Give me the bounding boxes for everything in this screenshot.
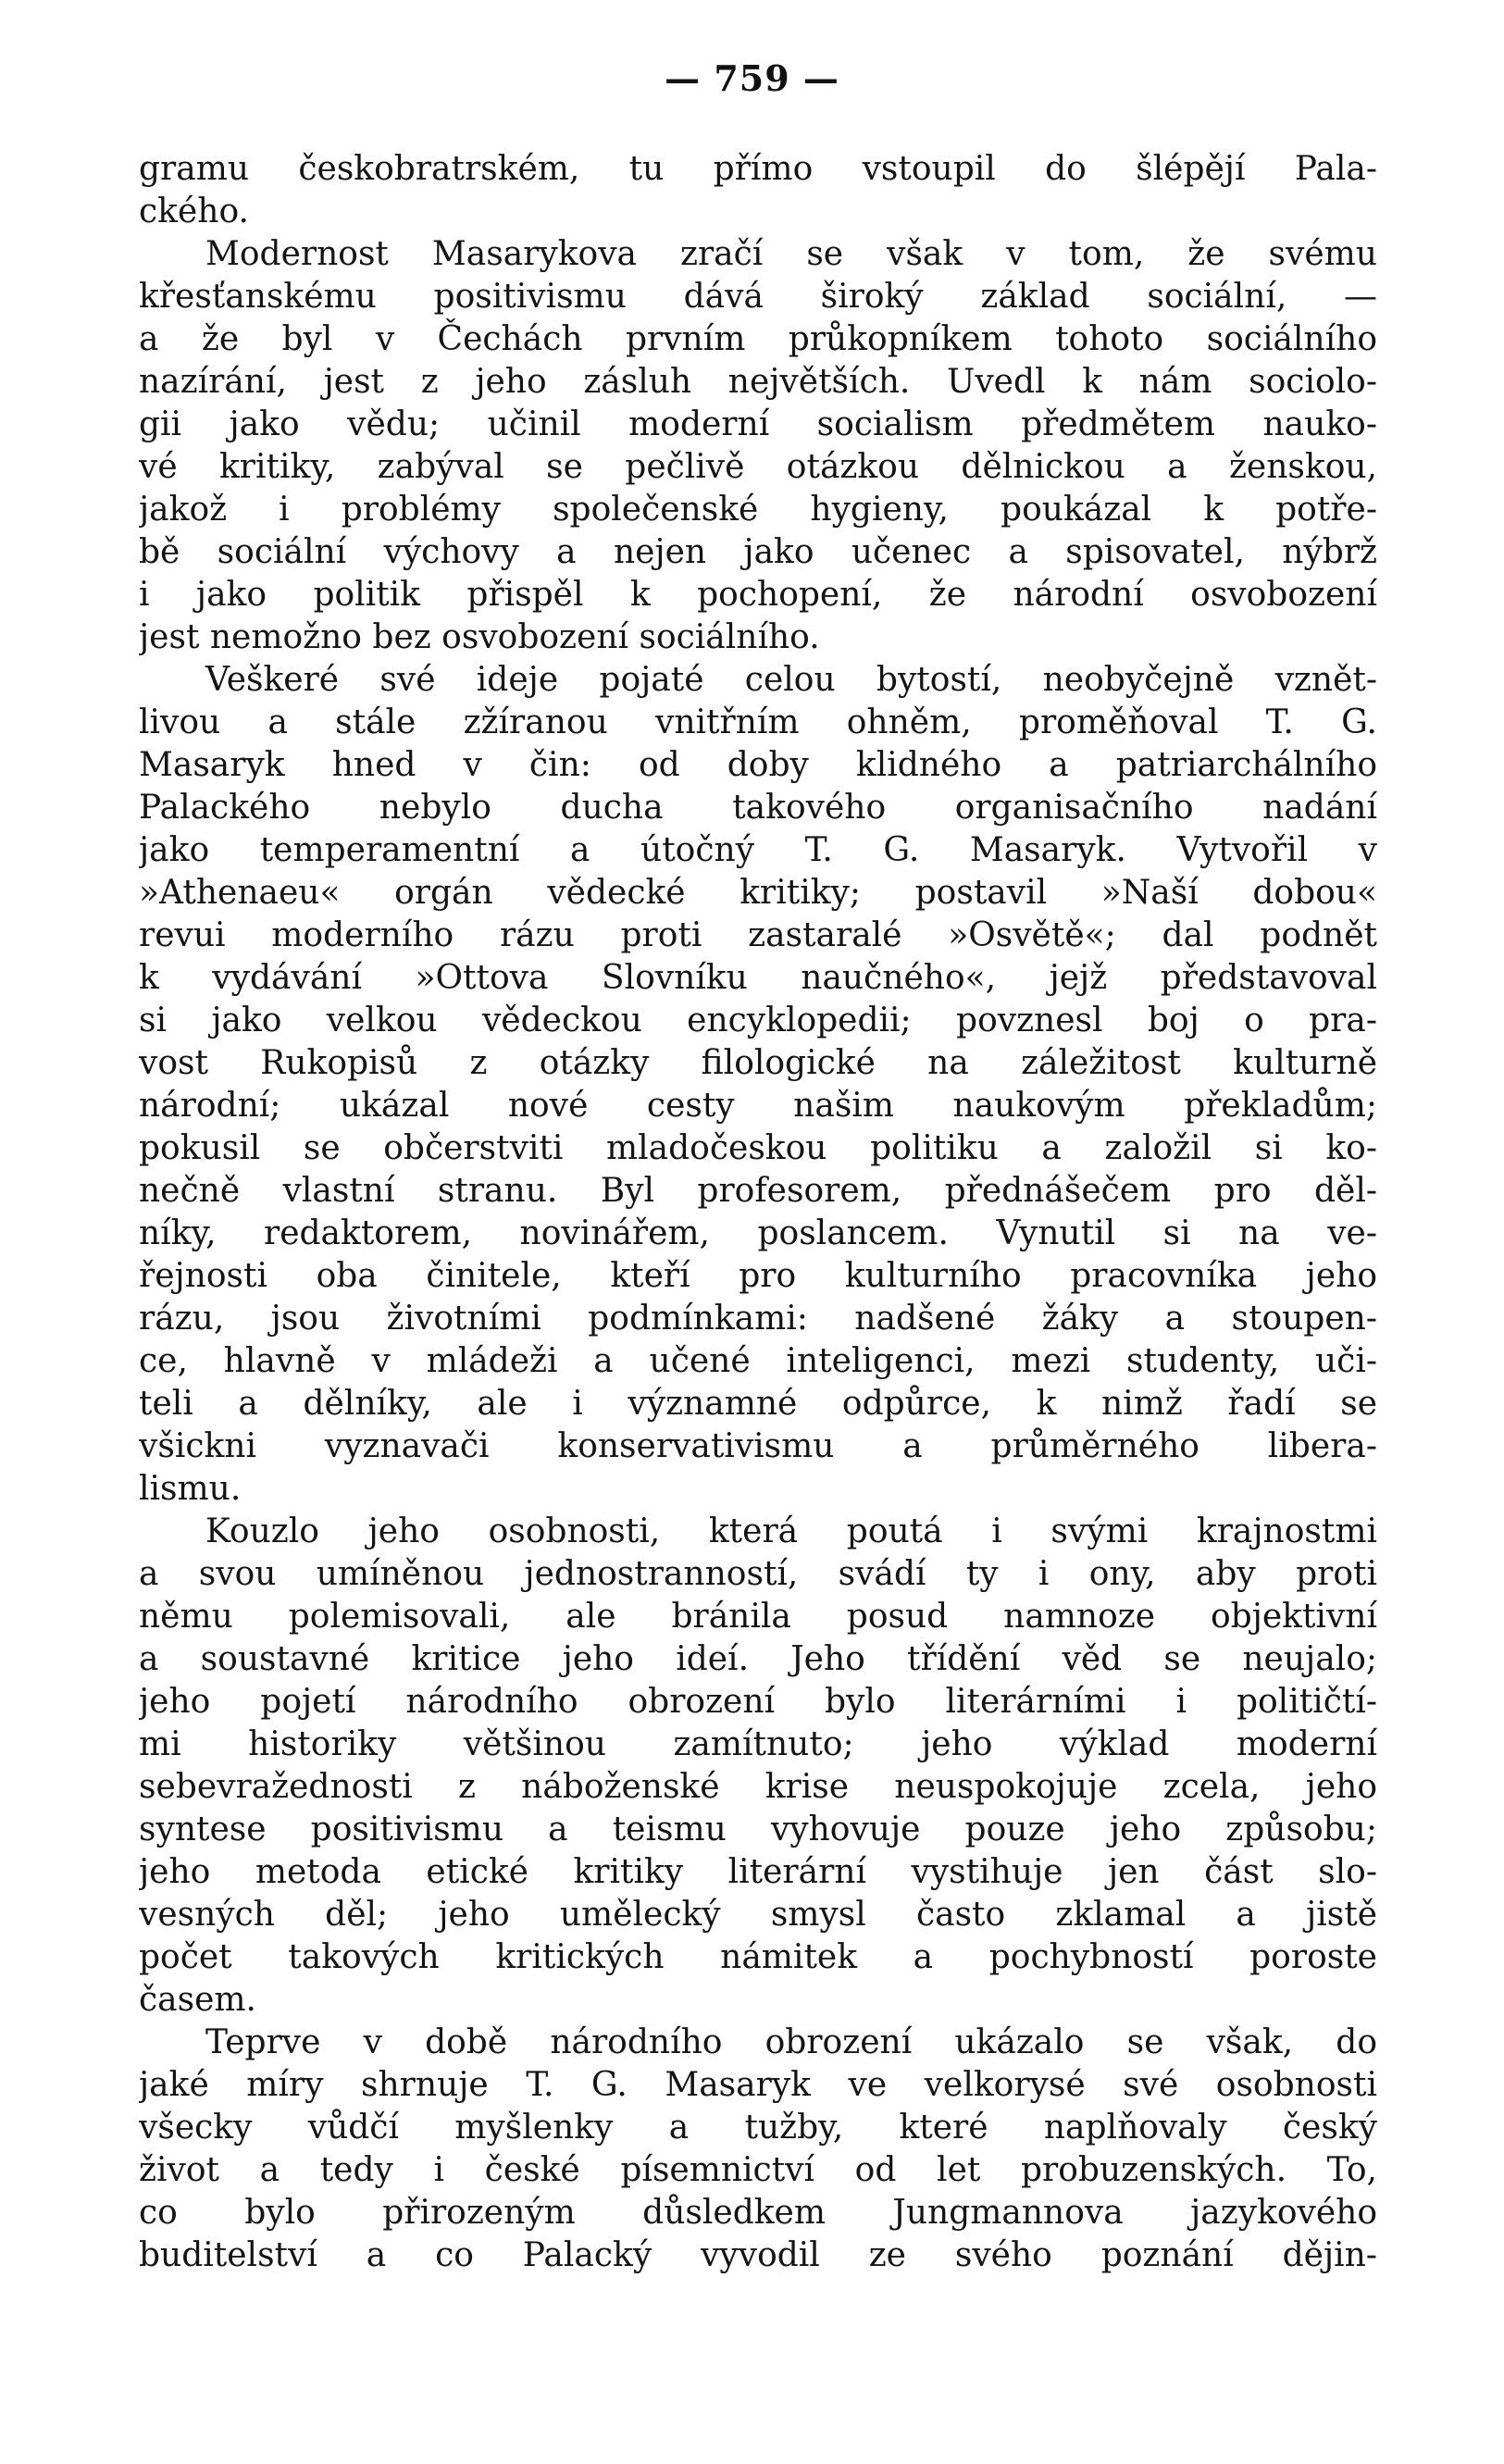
text-line: všickni vyznavači konservativismu a průměrného libera- (139, 1427, 1377, 1465)
text-line: a že byl v Čechách prvním průkopníkem tohoto sociálního (139, 320, 1377, 358)
text-line: Masaryk hned v čin: od doby klidného a patriarchálního (139, 746, 1377, 784)
text-line: i jako politik přispěl k pochopení, že národní osvobození (139, 576, 1377, 614)
text-line: křesťanskému positivismu dává široký základ sociální, — (139, 278, 1377, 316)
text-line: nečně vlastní stranu. Byl profesorem, přednášečem pro děl- (139, 1172, 1377, 1210)
text-line: řejnosti oba činitele, kteří pro kulturního pracovníka jeho (139, 1257, 1377, 1295)
text-line: co bylo přirozeným důsledkem Jungmannova jazykového (139, 2194, 1377, 2232)
text-line: níky, redaktorem, novinářem, poslancem. Vynutil si na ve- (139, 1214, 1377, 1252)
text-line: jest nemožno bez osvobození sociálního. (139, 618, 820, 656)
text-line: národní; ukázal nové cesty našim naukovým překladům; (139, 1087, 1377, 1125)
text-line: nazírání, jest z jeho zásluh největších. Uvedl k nám sociolo- (139, 363, 1377, 401)
text-line: k vydávání »Ottova Slovníku naučného«, jejž představoval (139, 959, 1377, 997)
text-line: počet takových kritických námitek a pochybností poroste (139, 1938, 1377, 1976)
text-line: Veškeré své ideje pojaté celou bytostí, neobyčejně vznět- (205, 661, 1377, 699)
text-line: livou a stále zžíranou vnitřním ohněm, proměňoval T. G. (139, 703, 1377, 741)
text-line: jeho metoda etické kritiky literární vystihuje jen část slo- (139, 1853, 1377, 1891)
text-line: rázu, jsou životními podmínkami: nadšené žáky a stoupen- (139, 1300, 1377, 1338)
text-line: jeho pojetí národního obrození bylo literárními i političtí- (139, 1683, 1377, 1721)
text-line: vesných děl; jeho umělecký smysl často zklamal a jistě (139, 1896, 1377, 1934)
text-line: časem. (139, 1981, 256, 2019)
text-line: Palackého nebylo ducha takového organisačního nadání (139, 789, 1377, 827)
text-line: Teprve v době národního obrození ukázalo se však, do (205, 2023, 1377, 2061)
text-line: vé kritiky, zabýval se pečlivě otázkou dělnickou a ženskou, (139, 448, 1377, 486)
text-line: Kouzlo jeho osobnosti, která poutá i svými krajnostmi (205, 1512, 1377, 1550)
text-line: všecky vůdčí myšlenky a tužby, které naplňovaly český (139, 2109, 1377, 2147)
text-line: a svou umíněnou jednostranností, svádí ty i ony, aby proti (139, 1555, 1377, 1593)
text-line: mi historiky většinou zamítnuto; jeho výklad moderní (139, 1725, 1377, 1763)
text-line: život a tedy i české písemnictví od let probuzenských. To, (139, 2151, 1377, 2189)
text-line: revui moderního rázu proti zastaralé »Osvětě«; dal podnět (139, 916, 1377, 954)
text-line: jaké míry shrnuje T. G. Masaryk ve velkorysé své osobnosti (139, 2066, 1377, 2104)
text-line: ckého. (139, 193, 249, 230)
text-line: vost Rukopisů z otázky filologické na záležitost kulturně (139, 1044, 1377, 1082)
text-line: teli a dělníky, ale i významné odpůrce, k nimž řadí se (139, 1385, 1377, 1423)
text-line: gramu českobratrském, tu přímo vstoupil do šlépějí Pala- (139, 150, 1377, 188)
body-text (139, 148, 1377, 2277)
text-line: lismu. (139, 1470, 242, 1508)
text-line: gii jako vědu; učinil moderní socialism předmětem nauko- (139, 405, 1377, 443)
text-line: Modernost Masarykova zračí se však v tom, že svému (205, 235, 1377, 273)
text-line: jakož i problémy společenské hygieny, poukázal k potře- (139, 491, 1377, 529)
text-line: jako temperamentní a útočný T. G. Masaryk. Vytvořil v (139, 831, 1377, 869)
text-line: pokusil se občerstviti mladočeskou politiku a založil si ko- (139, 1129, 1377, 1167)
text-line: si jako velkou vědeckou encyklopedii; povznesl boj o pra- (139, 1002, 1377, 1039)
text-line: sebevražednosti z náboženské krise neuspokojuje zcela, jeho (139, 1768, 1377, 1806)
text-line: bě sociální výchovy a nejen jako učenec a spisovatel, nýbrž (139, 533, 1377, 571)
text-line: »Athenaeu« orgán vědecké kritiky; postavil »Naší dobou« (139, 874, 1377, 912)
text-line: němu polemisovali, ale bránila posud namnoze objektivní (139, 1598, 1377, 1636)
text-line: a soustavné kritice jeho ideí. Jeho třídění věd se neujalo; (139, 1640, 1377, 1678)
text-line: ce, hlavně v mládeži a učené inteligenci, mezi studenty, uči- (139, 1342, 1377, 1380)
text-line: buditelství a co Palacký vyvodil ze svého poznání dějin- (139, 2236, 1377, 2274)
text-line: syntese positivismu a teismu vyhovuje pouze jeho způsobu; (139, 1811, 1377, 1848)
page-number: — 759 — (665, 57, 839, 99)
